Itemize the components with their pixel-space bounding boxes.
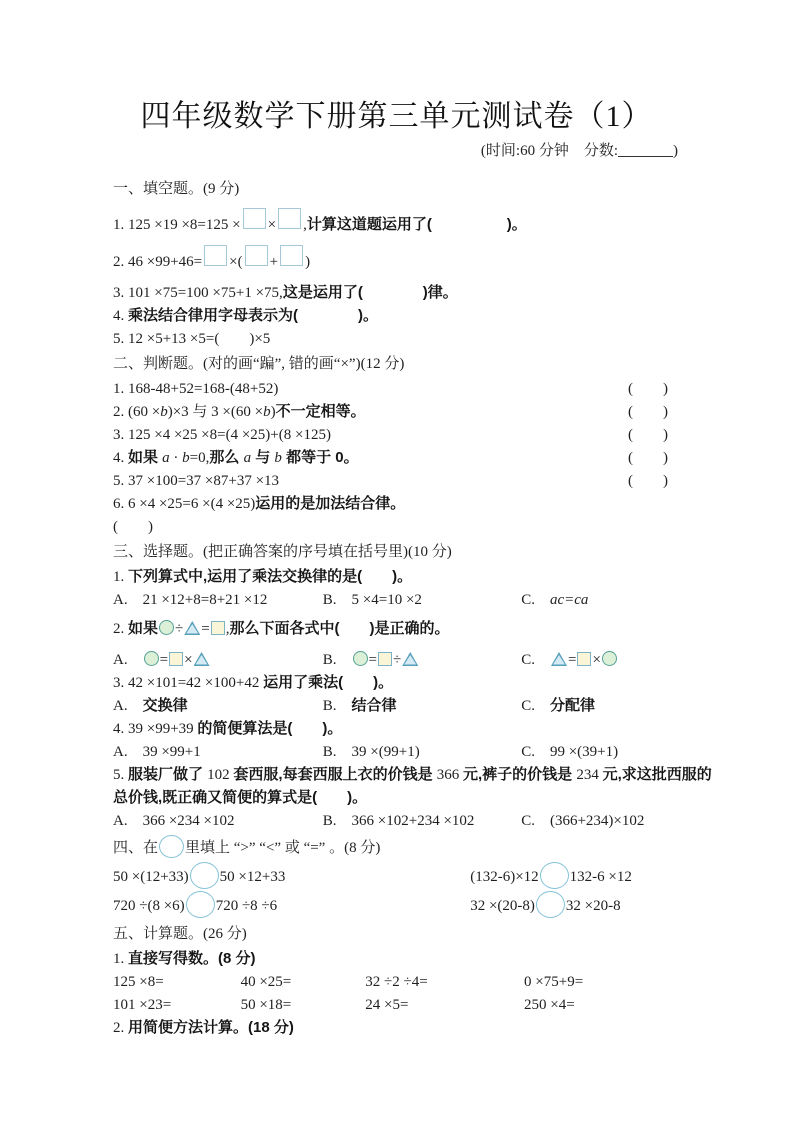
question-text	[113, 519, 153, 535]
text-run: A. 21 ×12+8=8+21 ×12	[113, 592, 268, 608]
text-run: ÷	[393, 652, 402, 668]
text-run: 这是运用了( )律。	[282, 284, 458, 301]
text-run: 乘法结合律用字母表示为( )。	[128, 307, 378, 324]
answer-box[interactable]	[278, 208, 301, 229]
text-run: 2.	[113, 621, 128, 637]
section-heading	[113, 178, 680, 201]
question-line	[113, 566, 680, 588]
text-run: +	[269, 254, 279, 270]
question-text	[113, 308, 378, 324]
text-run: 4. 39 ×99+39	[113, 721, 198, 737]
expression-row	[113, 862, 680, 891]
text-run: =	[201, 621, 210, 637]
text-run: 里填上 “>” “<” 或 “=” 。(8 分)	[185, 840, 381, 856]
question-text	[113, 767, 712, 783]
text-run: 一、填空题。(9 分)	[113, 181, 240, 197]
section-true-false	[113, 353, 680, 538]
answer-parentheses[interactable]: ( )	[628, 404, 668, 420]
text-run: 366	[436, 767, 464, 783]
section-compare	[113, 835, 680, 920]
question-line	[113, 305, 680, 327]
question-text	[113, 331, 270, 347]
text-run: 用简便方法计算。(18 分)	[128, 1019, 294, 1036]
text-run: )×3 与 3 ×(60 ×	[167, 404, 264, 420]
compare-circle[interactable]	[186, 891, 215, 918]
text-run: 那么下面各式中( )是正确的。	[229, 620, 450, 637]
text-run: 3. 125 ×4 ×25 ×8=(4 ×25)+(8 ×125)	[113, 427, 331, 443]
question-line	[113, 718, 680, 740]
text-run: 元,裤子的价钱是	[463, 766, 577, 783]
square-shape	[378, 652, 392, 666]
expression-cell	[470, 862, 680, 891]
expression-cell	[113, 862, 470, 891]
compare-circle[interactable]	[190, 862, 219, 889]
square-shape	[211, 621, 225, 635]
option-cell	[521, 649, 680, 671]
text-run: ,	[225, 621, 230, 637]
text-run: (132-6)×12	[470, 869, 539, 885]
expression-cell	[113, 971, 241, 993]
answer-parentheses[interactable]: ( )	[628, 473, 668, 489]
circle-shape	[159, 620, 174, 635]
text-run: 3. 42 ×101=42 ×100+42	[113, 675, 264, 691]
text-run: 2. (60 ×	[113, 404, 161, 420]
text-run: b	[182, 450, 190, 466]
text-run: C. (366+234)×102	[521, 813, 645, 829]
option-cell	[521, 741, 680, 763]
text-run: B. 5 ×4=10 ×2	[322, 592, 422, 608]
text-run: 50 ×(12+33)	[113, 869, 189, 885]
answer-box[interactable]	[243, 208, 266, 229]
question-text	[113, 721, 342, 737]
text-run: 不一定相等。	[275, 403, 366, 420]
expression-cell	[113, 891, 470, 920]
text-run: ,	[303, 217, 307, 233]
text-run: 24 ×5=	[365, 997, 409, 1013]
triangle-shape	[402, 652, 418, 666]
question-line	[113, 401, 680, 423]
text-run: A. 366 ×234 ×102	[113, 813, 235, 829]
text-run: 与	[251, 449, 275, 466]
expression-cell	[241, 994, 366, 1016]
section-calculation	[113, 923, 680, 1039]
text-run: ×	[184, 652, 193, 668]
question-line	[113, 672, 680, 694]
text-run: =0,	[189, 450, 210, 466]
text-run: 4.	[113, 308, 128, 324]
text-run: B. 39 ×(99+1)	[322, 744, 420, 760]
text-run: 运用了乘法( )。	[263, 674, 394, 691]
question-text	[113, 621, 449, 637]
text-run: 计算这道题运用了( )。	[306, 216, 527, 233]
expression-row	[113, 994, 680, 1016]
text-run: 720 ÷(8 ×6)	[113, 898, 185, 914]
question-line	[113, 245, 680, 273]
text-run: ×	[267, 217, 277, 233]
question-text	[113, 378, 278, 400]
text-run: 如果	[128, 620, 159, 637]
question-line	[113, 516, 680, 538]
text-run: ·	[169, 450, 183, 466]
text-run: C.	[521, 652, 550, 668]
question-text	[113, 470, 279, 492]
text-run: 3. 101 ×75=100 ×75+1 ×75,	[113, 285, 283, 301]
option-row	[113, 649, 680, 671]
option-cell	[113, 589, 323, 611]
text-run: 2. 46 ×99+46=	[113, 254, 203, 270]
question-text	[113, 569, 412, 585]
text-run: B.	[322, 652, 352, 668]
text-run: 服装厂做了	[128, 766, 208, 783]
triangle-shape	[194, 652, 210, 666]
question-text	[113, 496, 405, 512]
text-run: 四、在	[113, 840, 159, 856]
text-run: ÷	[175, 621, 184, 637]
option-cell	[113, 741, 323, 763]
text-run: 101 ×23=	[113, 997, 172, 1013]
expression-cell	[365, 994, 524, 1016]
question-line	[113, 447, 680, 469]
option-cell	[113, 649, 323, 671]
page-title: 四年级数学下册第三单元测试卷（1）	[140, 100, 653, 133]
question-text	[113, 401, 366, 423]
text-run: 0 ×75+9=	[524, 974, 584, 990]
option-cell	[521, 589, 680, 611]
question-line	[113, 948, 680, 970]
text-run: 都等于 0。	[281, 449, 359, 466]
option-row	[113, 589, 680, 611]
answer-box[interactable]	[280, 245, 303, 266]
text-run: B.	[322, 698, 352, 714]
text-run: 40 ×25=	[240, 974, 292, 990]
question-line	[113, 470, 680, 492]
text-run: =	[567, 652, 577, 668]
section-multiple-choice	[113, 541, 712, 832]
question-text	[113, 447, 359, 469]
text-run: 720 ÷8 ÷6	[215, 898, 278, 914]
text-run: 结合律	[351, 697, 397, 714]
text-run: 1.	[113, 951, 128, 967]
triangle-shape	[184, 621, 200, 635]
text-run: 总价钱,既正确又简便的算式是( )。	[113, 789, 368, 806]
option-cell	[323, 649, 521, 671]
text-run: a	[162, 450, 170, 466]
option-cell	[113, 695, 323, 717]
option-row	[113, 810, 680, 832]
question-text	[113, 675, 393, 691]
section-heading	[113, 923, 680, 946]
text-run: 50 ×18=	[240, 997, 292, 1013]
section-heading	[113, 835, 680, 860]
triangle-shape	[551, 652, 567, 666]
text-run: 5. 12 ×5+13 ×5=( )×5	[113, 331, 271, 347]
text-run: 五、计算题。(26 分)	[113, 926, 247, 942]
expression-cell	[113, 994, 241, 1016]
option-cell	[323, 810, 521, 832]
meta-prefix: (时间:60 分钟 分数:	[480, 143, 618, 159]
answer-parentheses[interactable]: ( )	[628, 381, 668, 397]
question-line	[113, 282, 680, 304]
text-run: 32 ×20-8	[565, 898, 621, 914]
text-run: ×	[592, 652, 601, 668]
text-run: A.	[113, 652, 143, 668]
test-body	[113, 178, 712, 1039]
answer-parentheses[interactable]: ( )	[628, 450, 668, 466]
option-cell	[521, 810, 680, 832]
text-run: 二、判断题。(对的画“蹁”, 错的画“×”)(12 分)	[113, 356, 405, 372]
text-run: 250 ×4=	[524, 997, 575, 1013]
text-run: 直接写得数。(8 分)	[128, 950, 256, 967]
option-cell	[323, 695, 521, 717]
text-run: 下列算式中,运用了乘法交换律的是( )。	[128, 568, 413, 585]
question-line	[113, 424, 680, 446]
text-run: 32 ÷2 ÷4=	[365, 974, 428, 990]
circle-shape	[144, 651, 159, 666]
question-line	[113, 618, 680, 640]
circle-shape	[353, 651, 368, 666]
option-row	[113, 695, 680, 717]
expression-cell	[470, 891, 680, 920]
question-line	[113, 1017, 680, 1039]
text-run: B. 366 ×102+234 ×102	[322, 813, 475, 829]
text-run: =	[368, 652, 378, 668]
expression-row	[113, 891, 680, 920]
option-cell	[113, 810, 323, 832]
question-text	[113, 217, 527, 233]
text-run: 交换律	[142, 697, 188, 714]
text-run: 5.	[113, 767, 128, 783]
question-text	[113, 1020, 294, 1036]
question-text	[113, 254, 310, 270]
question-text	[113, 951, 256, 967]
question-line	[113, 493, 680, 515]
option-cell	[521, 695, 680, 717]
text-run: 102	[207, 767, 234, 783]
text-run: 234	[576, 767, 603, 783]
answer-box[interactable]	[204, 245, 227, 266]
text-run: 那么	[209, 449, 244, 466]
expression-cell	[524, 994, 680, 1016]
compare-circle[interactable]	[536, 891, 565, 918]
question-text	[113, 285, 458, 301]
text-run: ac=ca	[549, 592, 589, 608]
text-run: 1.	[113, 569, 128, 585]
option-row	[113, 741, 680, 763]
text-run: 分配律	[549, 697, 595, 714]
question-text	[113, 424, 331, 446]
section-heading	[113, 541, 680, 564]
text-run: 运用的是加法结合律。	[255, 495, 406, 512]
text-run: 32 ×(20-8)	[470, 898, 535, 914]
text-run: ×(	[229, 254, 243, 270]
section-fill-in-blanks	[113, 178, 680, 350]
option-cell	[323, 589, 521, 611]
score-blank	[618, 142, 673, 157]
section-heading	[113, 353, 680, 376]
text-run: 2.	[113, 1020, 128, 1036]
expression-cell	[524, 971, 680, 993]
question-line	[113, 328, 680, 350]
text-run: C. 99 ×(39+1)	[521, 744, 619, 760]
text-run: 如果	[128, 449, 163, 466]
option-cell	[323, 741, 521, 763]
square-shape	[169, 652, 183, 666]
text-run: 132-6 ×12	[569, 869, 632, 885]
text-run: 三、选择题。(把正确答案的序号填在括号里)(10 分)	[113, 544, 452, 560]
answer-box[interactable]	[245, 245, 268, 266]
question-line	[113, 378, 680, 400]
text-run: A. 39 ×99+1	[113, 744, 201, 760]
text-run: 1. 168-48+52=168-(48+52)	[113, 381, 279, 397]
text-run: C.	[521, 592, 550, 608]
text-run: C.	[521, 698, 550, 714]
text-run: 1. 125 ×19 ×8=125 ×	[113, 217, 241, 233]
text-run: )	[270, 404, 276, 420]
expression-row	[113, 971, 680, 993]
compare-circle[interactable]	[540, 862, 569, 889]
text-run: 4.	[113, 450, 128, 466]
circle-shape	[602, 651, 617, 666]
question-line	[113, 764, 712, 786]
time-score-line	[113, 140, 678, 162]
text-run: 5. 37 ×100=37 ×87+37 ×13	[113, 473, 280, 489]
text-run: b	[263, 404, 271, 420]
text-run: )	[305, 254, 311, 270]
text-run: A.	[113, 698, 143, 714]
text-run: 6. 6 ×4 ×25=6 ×(4 ×25)	[113, 496, 256, 512]
meta-suffix: )	[673, 143, 678, 159]
question-line	[113, 208, 680, 236]
text-run: a	[243, 450, 252, 466]
square-shape	[577, 652, 591, 666]
text-run: 元,求这批西服的	[602, 766, 712, 783]
compare-circle[interactable]	[159, 835, 184, 858]
question-text	[113, 790, 367, 806]
text-run: 50 ×12+33	[219, 869, 286, 885]
text-run: 125 ×8=	[113, 974, 164, 990]
expression-cell	[241, 971, 366, 993]
text-run: b	[274, 450, 282, 466]
text-run: =	[159, 652, 169, 668]
text-run: ( )	[113, 519, 153, 535]
question-line	[113, 787, 680, 809]
text-run: b	[160, 404, 168, 420]
text-run: 套西服,每套西服上衣的价钱是	[233, 766, 437, 783]
answer-parentheses[interactable]: ( )	[628, 427, 668, 443]
text-run: 的简便算法是( )。	[197, 720, 343, 737]
expression-cell	[365, 971, 524, 993]
